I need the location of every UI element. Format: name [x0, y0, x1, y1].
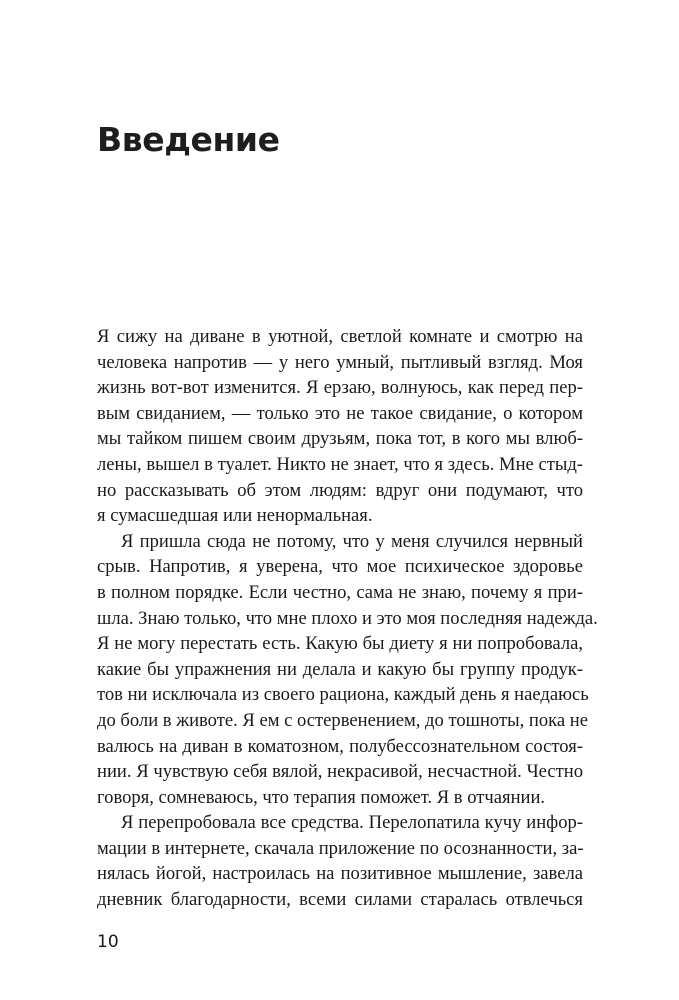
text-line: тов ни исключала из своего рациона, каждый день я наедаюсь	[97, 684, 589, 706]
text-line: Я сижу на диване в уютной, светлой комнате и смотрю на	[97, 326, 583, 347]
text-line: нии. Я чувствую себя вялой, некрасивой, несчастной. Честно	[97, 761, 583, 783]
text-line: жизнь вот-вот изменится. Я ерзаю, волнуюсь, как перед пер-	[97, 377, 583, 399]
page-number: 10	[97, 932, 119, 952]
text-line: шла. Знаю только, что мне плохо и это моя последняя надежда.	[97, 607, 598, 629]
text-line: мы тайком пишем своим друзьям, пока тот, в кого мы влюб-	[97, 428, 583, 450]
text-line: Я пришла сюда не потому, что у меня случился нервный	[121, 530, 583, 552]
text-line: Я не могу перестать есть. Какую бы диету я ни попробовала,	[97, 633, 583, 655]
text-line: до боли в животе. Я ем с остервенением, до тошноты, пока не	[97, 709, 588, 731]
text-line: Я перепробовала все средства. Перелопатила кучу инфор-	[121, 812, 583, 834]
text-line: дневник благодарности, всеми силами старалась отвлечься	[97, 889, 583, 911]
text-line: мации в интернете, скачала приложение по осознанности, за-	[97, 837, 584, 859]
text-line: срыв. Напротив, я уверена, что мое психическое здоровье	[97, 556, 583, 578]
text-line: но рассказывать об этом людям: вдруг они подумают, что	[97, 479, 583, 501]
text-line: говоря, сомневаюсь, что терапия поможет. Я в отчаянии.	[97, 786, 546, 808]
chapter-title: Введение	[97, 120, 280, 159]
text-line: вым свиданием, — только это не такое свидание, о котором	[97, 402, 583, 424]
text-line: я сумасшедшая или ненормальная.	[97, 505, 373, 527]
text-line: валюсь на диван в коматозном, полубессознательном состоя-	[97, 735, 583, 757]
text-line: человека напротив — у него умный, пытливый взгляд. Моя	[97, 351, 583, 373]
body-text	[97, 324, 598, 913]
text-line: нялась йогой, настроилась на позитивное мышление, завела	[97, 863, 583, 885]
text-line: в полном порядке. Если честно, сама не знаю, почему я при-	[97, 581, 583, 603]
text-line: какие бы упражнения ни делала и какую бы группу продук-	[97, 658, 583, 680]
text-line: лены, вышел в туалет. Никто не знает, что я здесь. Мне стыд-	[97, 453, 583, 475]
